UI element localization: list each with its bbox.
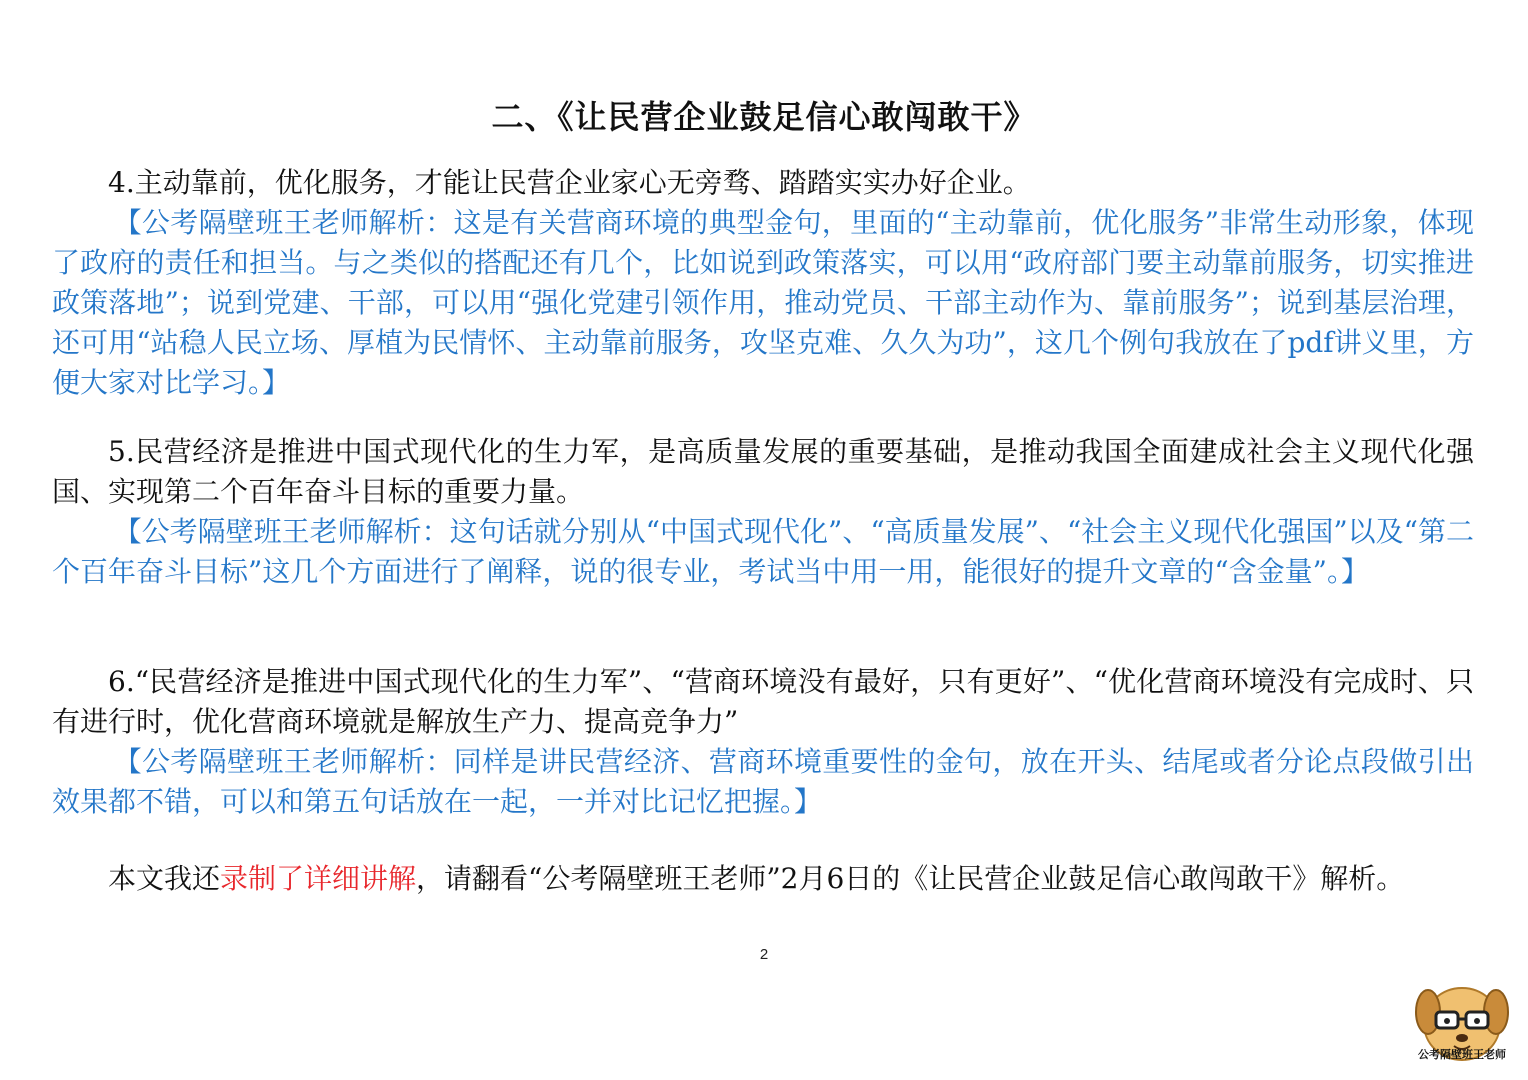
item-4	[52, 163, 1474, 403]
analysis-4: 【公考隔壁班王老师解析：这是有关营商环境的典型金句，里面的“主动靠前，优化服务”非常生动形象，体现了政府的责任和担当。与之类似的搭配还有几个，比如说到政策落实，可以用“政府部门要主动靠前服务，切实推进政策落地”；说到党建、干部，可以用“强化党建引领作用，推动党员、干部主动作为、靠前服务”；说到基层治理，还可用“站稳人民立场、厚植为民情怀、主动靠前服务，攻坚克难、久久为功”，这几个例句我放在了pdf讲义里，方便大家对比学习。】	[52, 206, 1474, 399]
page-title: 二、《让民营企业鼓足信心敢闯敢干》	[491, 98, 1037, 136]
closing-paragraph	[52, 859, 1474, 899]
item-5	[52, 432, 1474, 592]
closing-after: ，请翻看“公考隔壁班王老师”2月6日的《让民营企业鼓足信心敢闯敢干》解析。	[416, 862, 1405, 895]
analysis-5: 【公考隔壁班王老师解析：这句话就分别从“中国式现代化”、“高质量发展”、“社会主义现代化强国”以及“第二个百年奋斗目标”这几个方面进行了阐释，说的很专业，考试当中用一用，能很好的提升文章的“含金量”。】	[52, 515, 1474, 588]
item-6	[52, 662, 1474, 822]
page-number: 2	[759, 946, 769, 963]
quote-6: 6.“民营经济是推进中国式现代化的生力军”、“营商环境没有最好，只有更好”、“优化营商环境没有完成时、只有进行时，优化营商环境就是解放生产力、提高竞争力”	[52, 665, 1474, 738]
quote-5: 5.民营经济是推进中国式现代化的生力军，是高质量发展的重要基础，是推动我国全面建成社会主义现代化强国、实现第二个百年奋斗目标的重要力量。	[52, 435, 1474, 508]
analysis-6: 【公考隔壁班王老师解析：同样是讲民营经济、营商环境重要性的金句，放在开头、结尾或者分论点段做引出效果都不错，可以和第五句话放在一起，一并对比记忆把握。】	[52, 745, 1474, 818]
closing-before: 本文我还	[108, 862, 221, 895]
closing-highlight: 录制了详细讲解	[220, 862, 417, 895]
closing-text	[52, 859, 1474, 899]
quote-4: 4.主动靠前，优化服务，才能让民营企业家心无旁骛、踏踏实实办好企业。	[108, 166, 1031, 199]
logo-caption: 公考隔壁班王老师	[1418, 1048, 1506, 1061]
